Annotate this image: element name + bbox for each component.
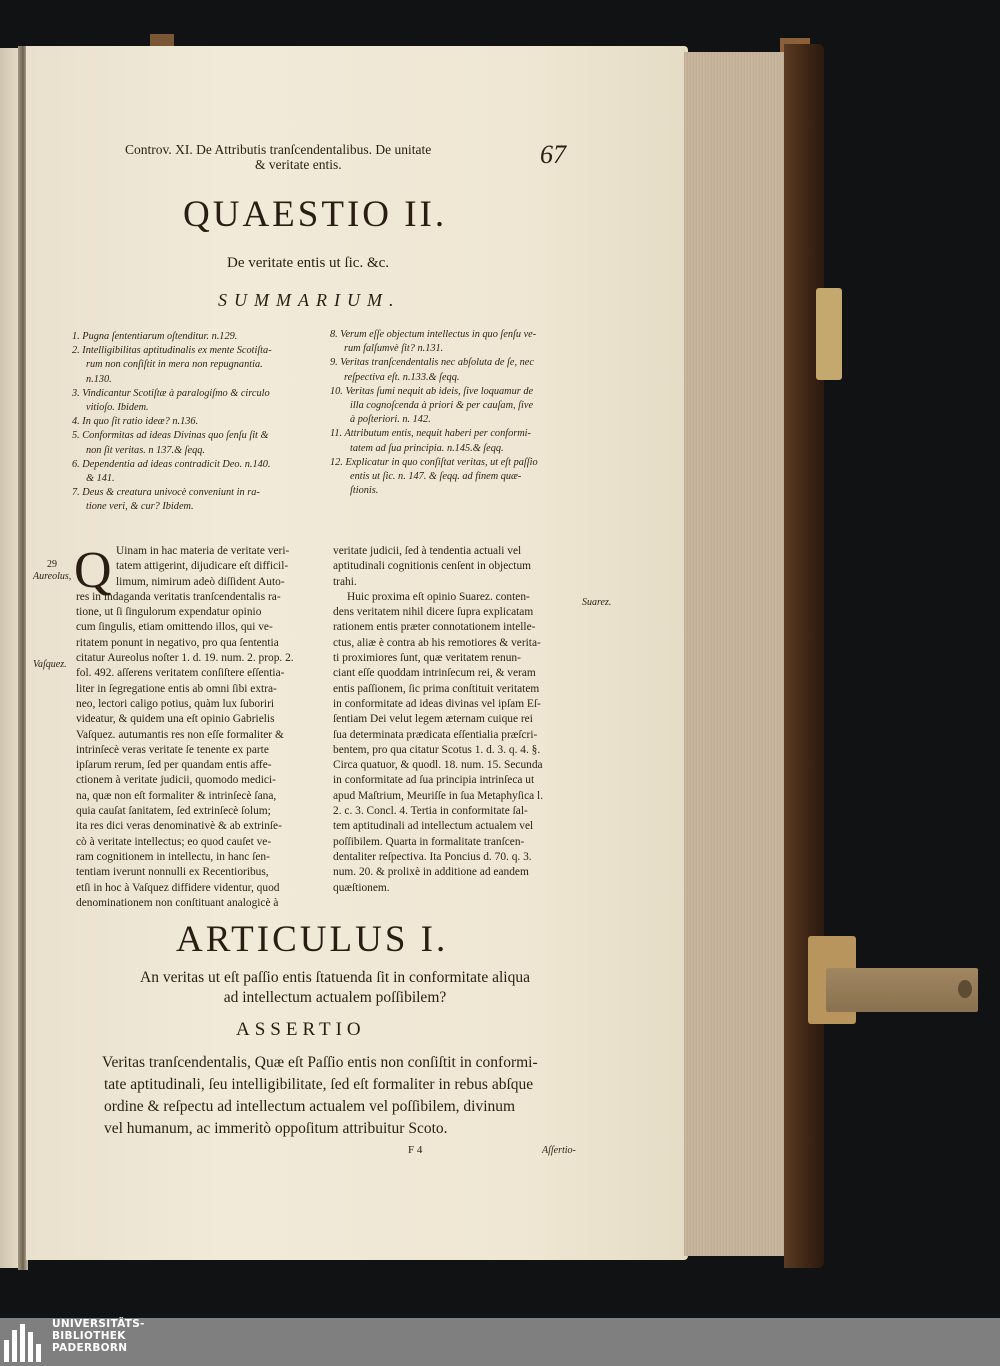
text-line: intrinſecè veras veritate ſe tenente ex parte — [76, 743, 269, 756]
summary-line: entis ut ſic. n. 147. & ſeqq. ad finem quæ- — [350, 471, 522, 483]
text-line: ſentiam Dei velut legem æternam cuique rei — [333, 713, 533, 726]
summarium-right — [330, 328, 538, 498]
library-name-line: UNIVERSITÄTS- — [52, 1318, 145, 1330]
summary-line: à poſteriori. n. 142. — [350, 414, 431, 426]
text-line: Uinam in hac materia de veritate veri- — [116, 545, 290, 557]
clasp-top — [816, 288, 842, 380]
quaestio-subtitle: De veritate entis ut ſic. &c. — [227, 255, 390, 271]
articulus-question — [110, 968, 560, 1008]
text-line: ſua determinata prædicata eſſentialia præſcri- — [333, 728, 538, 741]
summarium-left — [72, 330, 272, 515]
text-line: etſi in hoc à Vaſquez diffidere videntur, quod — [76, 881, 280, 894]
catchword: Aſſertio- — [542, 1145, 576, 1156]
text-line: quæſtionem. — [333, 881, 390, 894]
assertio-text — [102, 1052, 582, 1140]
summary-line: rum non conſiſtit in mera non repugnantia. — [86, 359, 263, 371]
running-title-cont: & veritate entis. — [255, 157, 342, 172]
summary-line: n.130. — [86, 373, 112, 385]
text-line: tate aptitudinali, ſeu intelligibilitate, ſed eſt formaliter in rebus abſque — [104, 1076, 534, 1093]
text-line: veritate judicii, ſed à tendentia actuali vel — [333, 545, 522, 557]
text-line: ritatem ponunt in negativo, pro qua ſententia — [76, 636, 279, 649]
text-line: 2. c. 3. Concl. 4. Tertia in conformitate ſal- — [333, 805, 528, 818]
quaestio-title: QUAESTIO II. — [183, 194, 448, 235]
text-line: trahi. — [333, 575, 357, 588]
text-line: entis paſſionem, ſic prima conſtituit veritatem — [333, 682, 540, 695]
text-line: in conformitate ad ideas divinas vel ipſam Eſ- — [333, 697, 541, 710]
text-line: ipſarum rerum, ſed per quandam entis affe- — [76, 759, 272, 772]
page-number: 67 — [540, 140, 566, 169]
text-line: liter in ſegregatione entis ab omni ſibi extra- — [76, 682, 277, 695]
library-logo-icon — [2, 1322, 44, 1362]
summary-line: illa cognoſcenda à priori & per cauſam, ſive — [350, 400, 534, 412]
text-line: ti proximiores ſunt, quæ veritatem renun- — [333, 652, 521, 665]
margin-number: 29 — [47, 559, 57, 570]
text-line: tentiam iverunt nonnulli ex Recentioribus, — [76, 866, 269, 879]
summary-line: ſtionis. — [350, 485, 379, 497]
summary-line: 11. Attributum entis, nequit haberi per conformi- — [330, 428, 531, 440]
summary-line: tione veri, & cur? Ibidem. — [86, 501, 194, 513]
text-line: ctionem à veritate judicii, quomodo medici- — [76, 774, 276, 787]
text-line: videatur, & quidem una eſt opinio Gabrielis — [76, 713, 275, 726]
text-line: aptitudinali cognitionis cenſent in objectum — [333, 560, 532, 573]
text-line: Vaſquez. autumantis res non eſſe formaliter & — [76, 728, 284, 741]
margin-note-aureolus: Aureolus, — [33, 571, 72, 582]
library-name — [52, 1318, 145, 1354]
summary-line: & 141. — [86, 473, 115, 485]
text-line: num. 20. & prolixè in additione ad eandem — [333, 866, 529, 879]
library-name-line: BIBLIOTHEK — [52, 1330, 126, 1342]
text-line: in conformitate ad ſua principia intrinſeca ut — [333, 774, 535, 787]
text-line: citatur Aureolus noſter 1. d. 19. num. 2. prop. 2. — [76, 652, 294, 665]
text-line: na, quæ non eſt formaliter & intrinſecè ſana, — [76, 789, 277, 802]
summary-line: 10. Veritas ſumi nequit ab ideis, ſive loquamur de — [330, 385, 534, 397]
summary-line: 12. Explicatur in quo conſiſtat veritas, ut eſt paſſio — [330, 456, 538, 468]
text-line: ita res dici veras denominativè & ab extrinſe- — [76, 820, 282, 833]
assertio-heading: ASSERTIO — [236, 1019, 366, 1040]
drop-cap: Q — [74, 542, 112, 599]
running-title: Controv. XI. De Attributis tranſcendentalibus. De unitate — [125, 142, 432, 157]
summary-line: 3. Vindicantur Scotiſtæ à paralogiſmo & circulo — [72, 387, 270, 399]
summary-line: 8. Verum eſſe objectum intellectus in quo ſenſu ve- — [330, 329, 537, 340]
text-line: poſſibilem. Quarta in formalitate tranſcen- — [333, 835, 525, 848]
text-line: cum ſingulis, etiam omittendo illos, qui ve- — [76, 621, 273, 634]
text-line: denominationem non conſtituant analogicè à — [76, 896, 279, 909]
text-line: dentaliter reſpectiva. Ita Poncius d. 70. q. 3. — [333, 850, 532, 863]
text-line: fol. 492. aſſerens veritatem conſiſtere eſſentia- — [76, 667, 285, 680]
margin-note-suarez: Suarez. — [582, 597, 612, 608]
library-footer — [0, 1318, 1000, 1366]
summary-line: 6. Dependentia ad ideas contradicit Deo. n.140. — [72, 458, 271, 470]
text-line: ordine & reſpectu ad intellectum actualem vel poſſibilem, divinum — [104, 1098, 516, 1115]
summarium-heading: SUMMARIUM. — [218, 290, 401, 310]
text-line: ram cognitionem in intellectu, in hanc ſen- — [76, 850, 270, 863]
text-line: Veritas tranſcendentalis, Quæ eſt Paſſio entis non conſiſtit in conformi- — [102, 1054, 538, 1071]
text-line: limum, nimirum adeò diſſident Auto- — [116, 575, 285, 588]
summary-line: vitioſo. Ibidem. — [86, 402, 149, 414]
text-line: bentem, pro qua citatur Scotus 1. d. 3. q. 4. §. — [333, 743, 541, 756]
question-line: An veritas ut eſt paſſio entis ſtatuenda ſit in conformitate aliqua — [140, 969, 530, 986]
text-line: ciant eſſe quoddam intrinſecum rei, & veram — [333, 667, 536, 680]
text-line: dens veritatem nihil dicere ſupra explicatam — [333, 606, 534, 619]
articulus-title: ARTICULUS I. — [176, 919, 449, 960]
question-line: ad intellectum actualem poſſibilem? — [223, 989, 447, 1006]
summary-line: 5. Conformitas ad ideas Divinas quo ſenſu ſit & — [72, 430, 269, 442]
text-line: quia cauſat ſanitatem, ſed extrinſecè ſolum; — [76, 805, 271, 818]
summary-line: 4. In quo ſit ratio ideæ? n.136. — [72, 416, 199, 428]
text-line: tem aptitudinali ad intellectum actualem vel — [333, 820, 534, 833]
signature-mark: F 4 — [408, 1144, 423, 1156]
summary-line: 7. Deus & creatura univocè conveniunt in ra- — [72, 487, 260, 499]
margin-note-vasquez: Vaſquez. — [33, 659, 67, 670]
text-line: cò à veritate intellectus; eo quod cauſet ve- — [76, 835, 272, 848]
text-line: apud Maſtrium, Meuriſſe in ſua Metaphyſica l. — [333, 789, 544, 802]
text-line: Huic proxima eſt opinio Suarez. conten- — [347, 590, 530, 603]
clasp-plate — [826, 968, 978, 1012]
text-line: rationem entis præter connotationem intelle- — [333, 621, 536, 634]
body-column-left — [76, 544, 294, 911]
library-name-line: PADERBORN — [52, 1342, 128, 1354]
text-line: tione, ut ſi ſingulorum expendatur opinio — [76, 606, 262, 619]
summary-line: 9. Veritas tranſcendentalis nec abſoluta de ſe, nec — [330, 357, 534, 369]
summary-line: 2. Intelligibilitas aptitudinalis ex mente Scotiſta- — [72, 345, 272, 357]
summary-line: non ſit veritas. n 137.& ſeqq. — [86, 444, 205, 456]
page-block-edge — [684, 52, 794, 1256]
summary-line: 1. Pugna ſententiarum oſtenditur. n.129. — [72, 331, 238, 342]
text-line: Circa quatuor, & quodl. 18. num. 15. Secunda — [333, 759, 543, 772]
text-line: res in indaganda veritatis tranſcendentalis ra- — [76, 590, 281, 603]
body-column-right — [333, 544, 543, 896]
text-line: vel humanum, ac immeritò oppoſitum attribuitur Scoto. — [104, 1120, 448, 1137]
text-line: tatem attigerint, dijudicare eſt difficil- — [116, 560, 289, 573]
summary-line: reſpectiva eſt. n.133.& ſeqq. — [344, 371, 460, 383]
summary-line: tatem ad ſua principia. n.145.& ſeqq. — [350, 442, 504, 454]
summary-line: rum falſumvè ſit? n.131. — [344, 343, 444, 355]
book-cover — [784, 44, 824, 1268]
text-line: neo, lectori caligo potius, quàm lux ſuboriri — [76, 697, 275, 710]
text-line: ctus, aliæ è contra ab his remotiores & verita- — [333, 636, 541, 649]
